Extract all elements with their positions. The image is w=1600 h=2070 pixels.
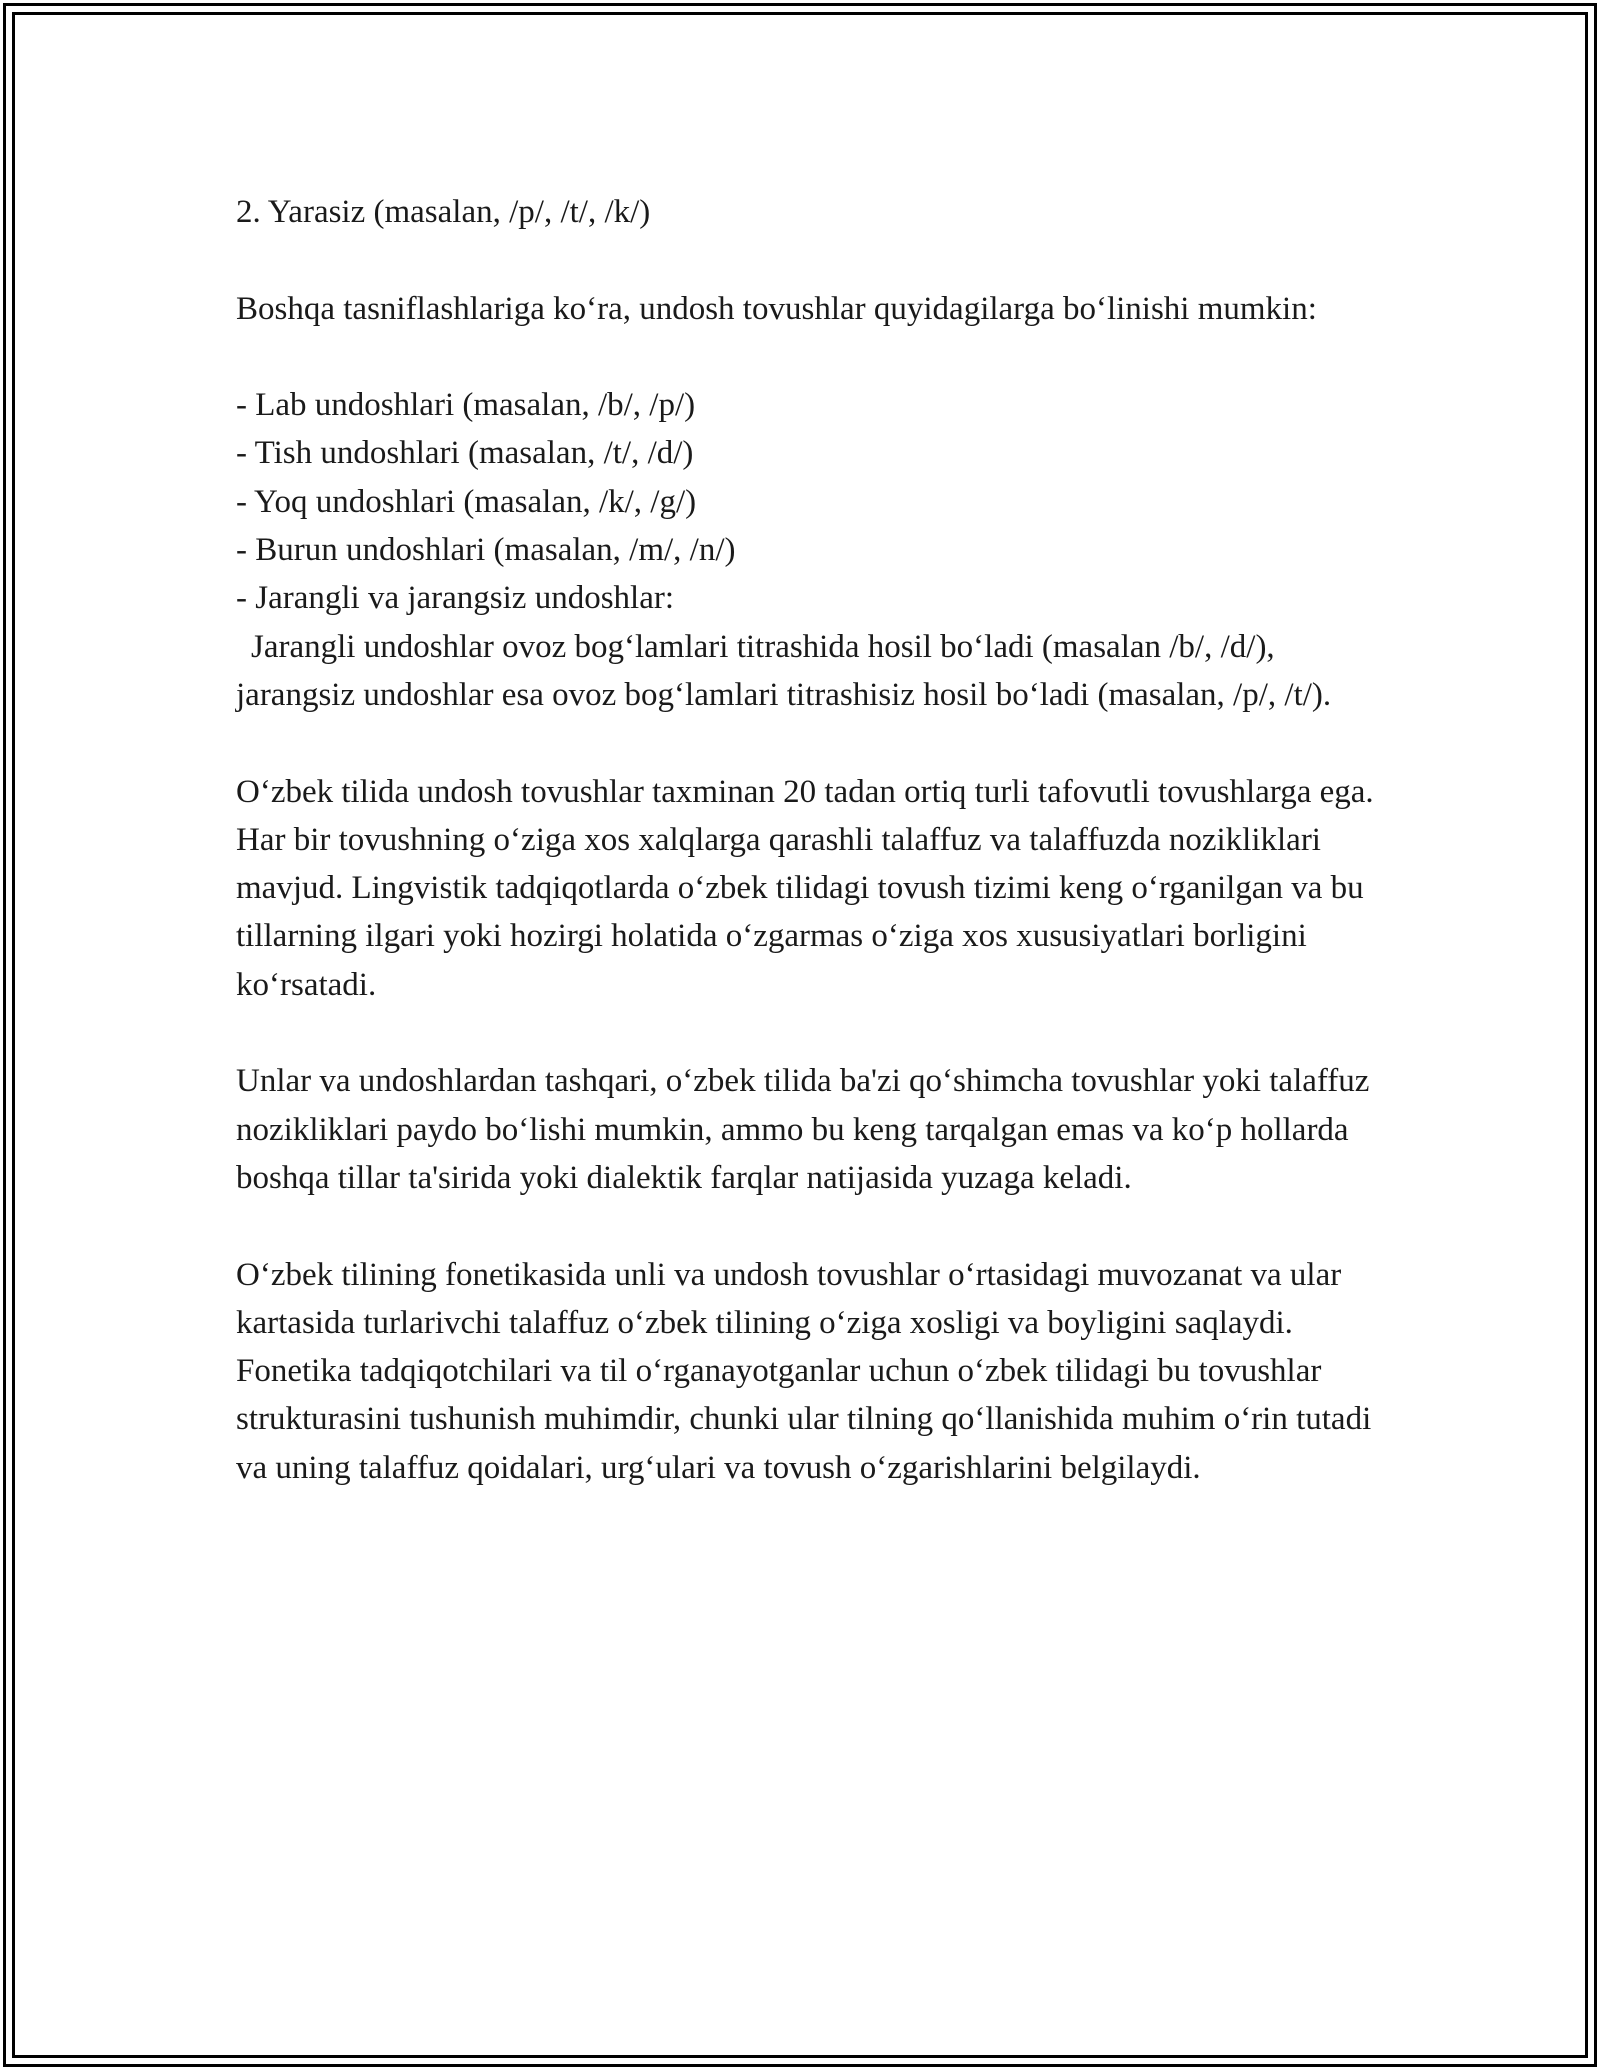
list-item: - Tish undoshlari (masalan, /t/, /d/): [236, 435, 694, 472]
paragraph: Oʻzbek tilining fonetikasida unli va undosh tovushlar oʻrtasidagi muvozanat va ular kartasida turlarivchi talaffuz oʻzbek tilining oʻziga xosligi va boyligini saqlaydi. Fonetika tadqiqotchilari va til oʻrganayotganlar uchun oʻzbek tilidagi bu tovushlar strukturasini tushunish muhimdir, chunki ular tilning qoʻllanishida muhim oʻrin tutadi va uning talaffuz qoidalari, urgʻulari va tovush oʻzgarishlarini belgilaydi.: [236, 1256, 1372, 1486]
list-item: - Lab undoshlari (masalan, /b/, /p/): [236, 387, 696, 424]
paragraph: Oʻzbek tilida undosh tovushlar taxminan 20 tadan ortiq turli tafovutli tovushlarga ega. Har bir tovushning oʻziga xos xalqlarga qarashli talaffuz va talaffuzda nozikliklari mavjud. Lingvistik tadqiqotlarda oʻzbek tilidagi tovush tizimi keng oʻrganilgan va bu tillarning ilgari yoki hozirgi holatida oʻzgarmas oʻziga xos xususiyatlari borligini koʻrsatadi.: [236, 773, 1374, 1003]
voicing-explanation: Jarangli undoshlar ovoz bogʻlamlari titrashida hosil boʻladi (masalan /b/, /d/), jarangsiz undoshlar esa ovoz bogʻlamlari titrashisiz hosil boʻladi (masalan, /p/, /t/).: [236, 628, 1332, 713]
list-item: - Jarangli va jarangsiz undoshlar:: [236, 580, 675, 617]
list-item: - Burun undoshlari (masalan, /m/, /n/): [236, 532, 736, 569]
list-item-2: 2. Yarasiz (masalan, /p/, /t/, /k/): [236, 194, 651, 230]
list-item: - Yoq undoshlari (masalan, /k/, /g/): [236, 483, 697, 520]
classification-intro: Boshqa tasniflashlariga koʻra, undosh tovushlar quyidagilarga boʻlinishi mumkin:: [236, 290, 1317, 327]
document-body: [236, 188, 1386, 1492]
paragraph: Unlar va undoshlardan tashqari, oʻzbek tilida ba'zi qoʻshimcha tovushlar yoki talaffuz nozikliklari paydo boʻlishi mumkin, ammo bu keng tarqalgan emas va koʻp hollarda boshqa tillar ta'sirida yoki dialektik farqlar natijasida yuzaga keladi.: [236, 1063, 1370, 1196]
consonant-list: [236, 381, 1386, 622]
